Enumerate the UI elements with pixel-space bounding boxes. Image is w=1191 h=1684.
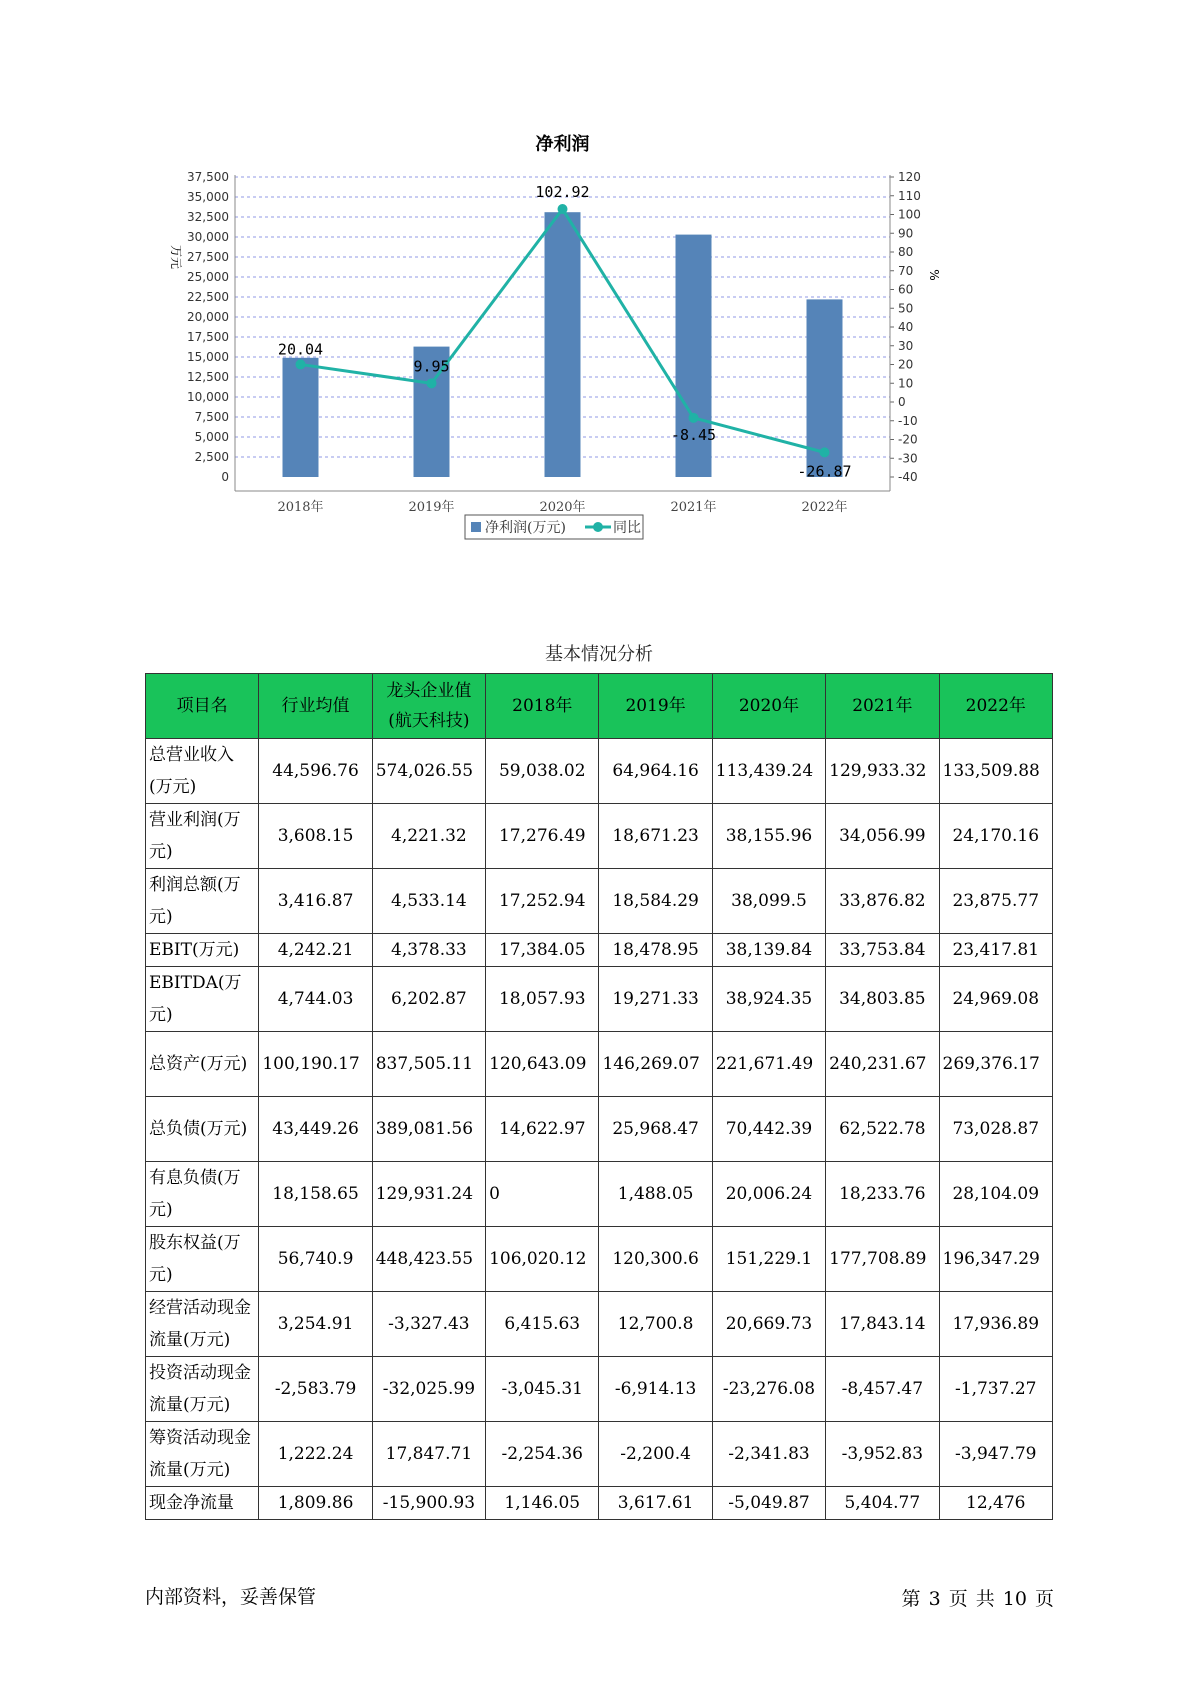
- bar-2018年: [283, 358, 319, 477]
- table-cell: 1,809.86: [259, 1487, 372, 1520]
- y-tick-right: 120: [898, 170, 921, 184]
- table-cell: 70,442.39: [712, 1097, 825, 1162]
- table-cell: -2,254.36: [486, 1422, 599, 1487]
- table-title: 基本情况分析: [545, 644, 653, 665]
- x-tick-label: 2021年: [670, 500, 717, 515]
- net-profit-chart: [150, 125, 1050, 595]
- table-cell: 33,876.82: [826, 869, 939, 934]
- table-cell: 4,744.03: [259, 967, 372, 1032]
- x-tick-label: 2022年: [801, 500, 848, 515]
- x-tick-label: 2018年: [277, 500, 324, 515]
- table-header-row: [146, 674, 1053, 739]
- table-cell: 1,146.05: [486, 1487, 599, 1520]
- yoy-point: [689, 413, 699, 423]
- table-header-cell: 龙头企业值(航天科技): [372, 674, 485, 739]
- table-cell: 4,378.33: [372, 934, 485, 967]
- y-tick-left: 32,500: [187, 210, 229, 224]
- table-cell: 34,803.85: [826, 967, 939, 1032]
- y-tick-right: 30: [898, 338, 914, 353]
- table-cell: 59,038.02: [486, 739, 599, 804]
- table-header-cell: 2020年: [712, 674, 825, 739]
- table-row: [146, 739, 1053, 804]
- yoy-data-label: -8.45: [670, 425, 717, 444]
- table-cell: 20,006.24: [712, 1162, 825, 1227]
- table-cell: 18,057.93: [486, 967, 599, 1032]
- y-tick-left: 37,500: [187, 170, 229, 184]
- table-cell: 18,233.76: [826, 1162, 939, 1227]
- yoy-point: [296, 359, 306, 369]
- table-cell: 106,020.12: [486, 1227, 599, 1292]
- table-cell: 33,753.84: [826, 934, 939, 967]
- y-tick-left: 0: [221, 470, 229, 484]
- table-cell: 12,476: [939, 1487, 1052, 1520]
- table-cell: 146,269.07: [599, 1032, 712, 1097]
- row-label: 营业利润(万元): [146, 804, 259, 869]
- table-cell: 4,242.21: [259, 934, 372, 967]
- table-cell: -5,049.87: [712, 1487, 825, 1520]
- table-cell: 38,099.5: [712, 869, 825, 934]
- legend-bar-label: 净利润(万元): [485, 520, 566, 536]
- table-header-cell: 行业均值: [259, 674, 372, 739]
- table-cell: 62,522.78: [826, 1097, 939, 1162]
- table-header-cell: 2021年: [826, 674, 939, 739]
- y-tick-left: 30,000: [187, 230, 229, 244]
- table-cell: 38,155.96: [712, 804, 825, 869]
- table-cell: 4,221.32: [372, 804, 485, 869]
- legend-line-marker: [593, 522, 603, 532]
- table-cell: 17,384.05: [486, 934, 599, 967]
- y-tick-left: 5,000: [194, 430, 229, 444]
- table-cell: -2,341.83: [712, 1422, 825, 1487]
- table-cell: -8,457.47: [826, 1357, 939, 1422]
- table-cell: -15,900.93: [372, 1487, 485, 1520]
- table-cell: -2,583.79: [259, 1357, 372, 1422]
- row-label: 筹资活动现金流量(万元): [146, 1422, 259, 1487]
- table-cell: 28,104.09: [939, 1162, 1052, 1227]
- table-header-cell: 2022年: [939, 674, 1052, 739]
- table-cell: 43,449.26: [259, 1097, 372, 1162]
- table-cell: 574,026.55: [372, 739, 485, 804]
- footer-confidential-note: 内部资料，妥善保管: [145, 1586, 317, 1608]
- row-label: 股东权益(万元): [146, 1227, 259, 1292]
- y-tick-right: -30: [898, 451, 918, 466]
- table-row: [146, 1227, 1053, 1292]
- table-cell: 129,933.32: [826, 739, 939, 804]
- table-cell: 4,533.14: [372, 869, 485, 934]
- table-cell: 113,439.24: [712, 739, 825, 804]
- table-cell: 23,875.77: [939, 869, 1052, 934]
- table-cell: 448,423.55: [372, 1227, 485, 1292]
- yoy-data-label: -26.87: [797, 462, 852, 481]
- basic-analysis-table: [145, 673, 1053, 1520]
- row-label: EBIT(万元): [146, 934, 259, 967]
- table-cell: 20,669.73: [712, 1292, 825, 1357]
- table-cell: 389,081.56: [372, 1097, 485, 1162]
- y-tick-right: 70: [898, 263, 914, 278]
- y-tick-right: -20: [898, 432, 918, 447]
- y-tick-left: 22,500: [187, 290, 229, 304]
- y-tick-left: 15,000: [187, 350, 229, 364]
- table-row: [146, 967, 1053, 1032]
- table-cell: 14,622.97: [486, 1097, 599, 1162]
- row-label: 投资活动现金流量(万元): [146, 1357, 259, 1422]
- table-cell: 151,229.1: [712, 1227, 825, 1292]
- yoy-point: [820, 447, 830, 457]
- y-axis-label-left: 万元: [169, 244, 183, 270]
- row-label: EBITDA(万元): [146, 967, 259, 1032]
- table-cell: 1,488.05: [599, 1162, 712, 1227]
- y-tick-left: 25,000: [187, 270, 229, 284]
- table-header-cell: 项目名: [146, 674, 259, 739]
- y-tick-left: 12,500: [187, 370, 229, 384]
- yoy-point: [427, 378, 437, 388]
- table-row: [146, 1357, 1053, 1422]
- table-cell: 240,231.67: [826, 1032, 939, 1097]
- table-cell: 196,347.29: [939, 1227, 1052, 1292]
- table-cell: -32,025.99: [372, 1357, 485, 1422]
- y-tick-left: 17,500: [187, 330, 229, 344]
- x-tick-label: 2020年: [539, 500, 586, 515]
- table-cell: 18,158.65: [259, 1162, 372, 1227]
- y-tick-right: 110: [898, 188, 921, 203]
- table-cell: 837,505.11: [372, 1032, 485, 1097]
- table-cell: 177,708.89: [826, 1227, 939, 1292]
- table-cell: 18,584.29: [599, 869, 712, 934]
- yoy-point: [558, 204, 568, 214]
- table-cell: -3,947.79: [939, 1422, 1052, 1487]
- y-tick-right: -40: [898, 470, 918, 484]
- y-tick-left: 10,000: [187, 390, 229, 404]
- y-tick-right: 50: [898, 301, 914, 316]
- table-cell: 3,416.87: [259, 869, 372, 934]
- table-row: [146, 869, 1053, 934]
- y-tick-left: 27,500: [187, 250, 229, 264]
- table-cell: 3,617.61: [599, 1487, 712, 1520]
- yoy-data-label: 102.92: [535, 183, 590, 202]
- table-cell: 19,271.33: [599, 967, 712, 1032]
- table-row: [146, 804, 1053, 869]
- table-cell: 12,700.8: [599, 1292, 712, 1357]
- table-cell: 133,509.88: [939, 739, 1052, 804]
- y-tick-right: 20: [898, 357, 914, 372]
- legend-bar-swatch: [471, 522, 481, 532]
- table-cell: 5,404.77: [826, 1487, 939, 1520]
- y-tick-left: 35,000: [187, 190, 229, 204]
- table-cell: 25,968.47: [599, 1097, 712, 1162]
- table-cell: 18,478.95: [599, 934, 712, 967]
- chart-svg: [150, 125, 1050, 595]
- y-tick-right: 60: [898, 282, 914, 297]
- table-row: [146, 1162, 1053, 1227]
- table-cell: -2,200.4: [599, 1422, 712, 1487]
- table-cell: 17,847.71: [372, 1422, 485, 1487]
- table-row: [146, 1097, 1053, 1162]
- row-label: 总负债(万元): [146, 1097, 259, 1162]
- table-cell: 6,415.63: [486, 1292, 599, 1357]
- table-cell: -23,276.08: [712, 1357, 825, 1422]
- table-cell: 0: [486, 1162, 599, 1227]
- y-tick-right: 0: [898, 395, 906, 409]
- table-cell: 269,376.17: [939, 1032, 1052, 1097]
- table-row: [146, 1032, 1053, 1097]
- table-cell: 17,276.49: [486, 804, 599, 869]
- yoy-data-label: 20.04: [277, 340, 324, 359]
- table-row: [146, 1292, 1053, 1357]
- table-cell: 44,596.76: [259, 739, 372, 804]
- y-tick-left: 2,500: [194, 450, 229, 464]
- table-header-cell: 2019年: [599, 674, 712, 739]
- y-axis-label-right: %: [927, 269, 941, 281]
- y-tick-right: 40: [898, 320, 914, 334]
- y-tick-left: 20,000: [187, 310, 229, 324]
- table-cell: 17,843.14: [826, 1292, 939, 1357]
- table-cell: 129,931.24: [372, 1162, 485, 1227]
- table-cell: 38,139.84: [712, 934, 825, 967]
- table-cell: 64,964.16: [599, 739, 712, 804]
- table-cell: 3,254.91: [259, 1292, 372, 1357]
- table-cell: 100,190.17: [259, 1032, 372, 1097]
- table-row: [146, 1422, 1053, 1487]
- table-cell: 38,924.35: [712, 967, 825, 1032]
- table-cell: 1,222.24: [259, 1422, 372, 1487]
- table-cell: 221,671.49: [712, 1032, 825, 1097]
- row-label: 现金净流量: [146, 1487, 259, 1520]
- table-row: [146, 934, 1053, 967]
- table-header-cell: 2018年: [486, 674, 599, 739]
- table-row: [146, 1487, 1053, 1520]
- table-cell: 17,936.89: [939, 1292, 1052, 1357]
- legend-line-label: 同比: [613, 520, 641, 536]
- row-label: 经营活动现金流量(万元): [146, 1292, 259, 1357]
- table-cell: 34,056.99: [826, 804, 939, 869]
- table-cell: 120,300.6: [599, 1227, 712, 1292]
- table-cell: 120,643.09: [486, 1032, 599, 1097]
- y-tick-left: 7,500: [194, 410, 229, 424]
- table-cell: 6,202.87: [372, 967, 485, 1032]
- y-tick-right: -10: [898, 413, 918, 428]
- table-cell: 18,671.23: [599, 804, 712, 869]
- row-label: 有息负债(万元): [146, 1162, 259, 1227]
- row-label: 总资产(万元): [146, 1032, 259, 1097]
- table-cell: 24,969.08: [939, 967, 1052, 1032]
- y-tick-right: 80: [898, 245, 914, 259]
- row-label: 总营业收入(万元): [146, 739, 259, 804]
- yoy-data-label: 9.95: [413, 357, 450, 376]
- table-cell: 3,608.15: [259, 804, 372, 869]
- y-tick-right: 10: [898, 376, 914, 391]
- table-cell: -6,914.13: [599, 1357, 712, 1422]
- footer-page-number: 第 3 页 共 10 页: [901, 1588, 1054, 1610]
- table-cell: -3,327.43: [372, 1292, 485, 1357]
- table-cell: 23,417.81: [939, 934, 1052, 967]
- table-cell: 73,028.87: [939, 1097, 1052, 1162]
- chart-title: 净利润: [535, 134, 590, 155]
- row-label: 利润总额(万元): [146, 869, 259, 934]
- x-tick-label: 2019年: [408, 500, 455, 515]
- table-cell: 17,252.94: [486, 869, 599, 934]
- y-tick-right: 90: [898, 226, 914, 241]
- table-cell: -3,045.31: [486, 1357, 599, 1422]
- table-cell: 24,170.16: [939, 804, 1052, 869]
- table-cell: -1,737.27: [939, 1357, 1052, 1422]
- table-cell: 56,740.9: [259, 1227, 372, 1292]
- y-tick-right: 100: [898, 207, 921, 222]
- bar-2020年: [545, 212, 581, 477]
- table-cell: -3,952.83: [826, 1422, 939, 1487]
